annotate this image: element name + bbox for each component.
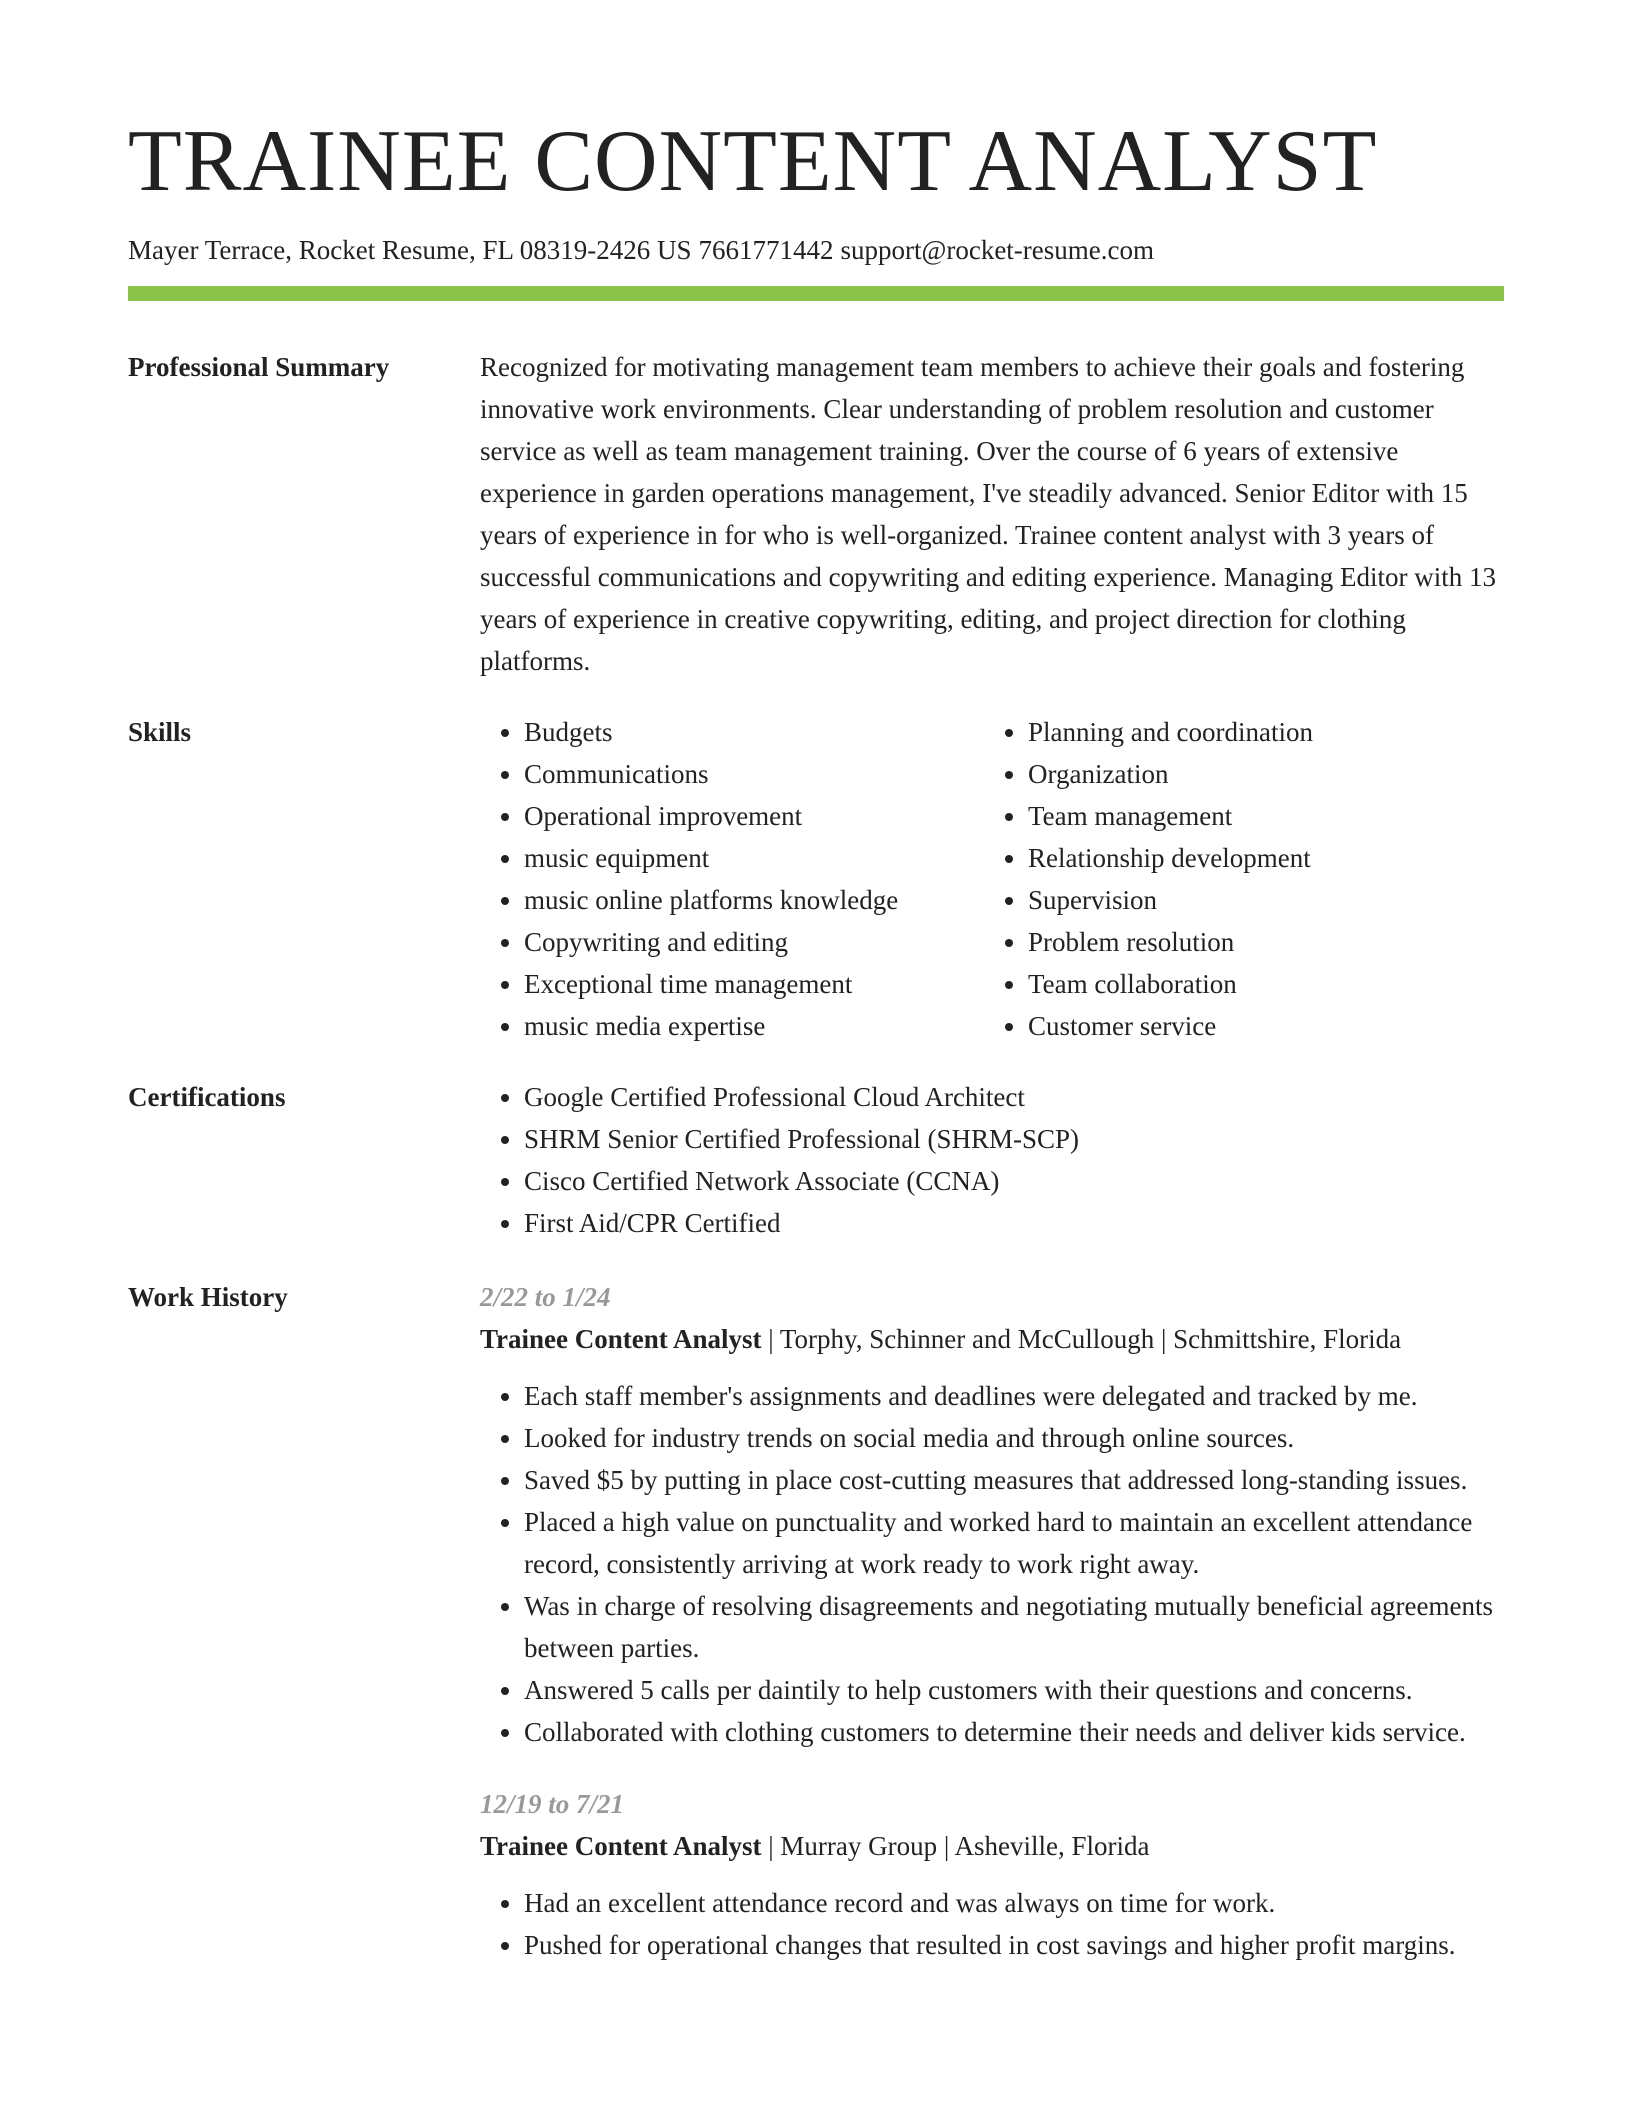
work-history-heading: Work History [128, 1282, 288, 1312]
job-location: Asheville, Florida [954, 1831, 1150, 1861]
contact-email: support@rocket-resume.com [840, 235, 1155, 265]
list-item: • Budgets [524, 711, 984, 753]
list-item: • Google Certified Professional Cloud Architect [524, 1076, 1504, 1118]
list-item: • Looked for industry trends on social media and through online sources. [524, 1417, 1504, 1459]
job-location: Schmittshire, Florida [1173, 1324, 1402, 1354]
job-entry [480, 1783, 1504, 1966]
list-item: • Operational improvement [524, 795, 984, 837]
separator: | [943, 1831, 950, 1861]
header-divider [128, 286, 1504, 301]
skills-section [128, 711, 1504, 1051]
skills-list-left [480, 711, 984, 1047]
summary-text: Recognized for motivating management team members to achieve their goals and fostering innovative work environments. Clear understanding of problem resolution and customer service as well as team management training. Over the course of 6 years of extensive experience in garden operations management, I've steadily advanced. Senior Editor with 15 years of experience in for who is well-organized. Trainee content analyst with 3 years of successful communications and copywriting and editing experience. Managing Editor with 13 years of experience in creative copywriting, editing, and project direction for clothing platforms. [480, 352, 1496, 676]
list-item: • Answered 5 calls per daintily to help customers with their questions and concerns. [524, 1669, 1504, 1711]
job-dates: 12/19 to 7/21 [480, 1789, 625, 1819]
list-item: • Copywriting and editing [524, 921, 984, 963]
contact-phone: 7661771442 [698, 235, 834, 265]
resume-header [128, 113, 1504, 266]
job-heading [480, 1318, 1504, 1360]
list-item: • Communications [524, 753, 984, 795]
list-item: • Saved $5 by putting in place cost-cutting measures that addressed long-standing issues. [524, 1459, 1504, 1501]
job-company: Torphy, Schinner and McCullough [779, 1324, 1155, 1354]
list-item: • music media expertise [524, 1005, 984, 1047]
list-item: • Team management [1028, 795, 1488, 837]
skills-body [480, 711, 1504, 1047]
separator: | [1160, 1324, 1167, 1354]
list-item: • Customer service [1028, 1005, 1488, 1047]
job-title: Trainee Content Analyst [480, 1324, 762, 1354]
list-item: • Each staff member's assignments and deadlines were delegated and tracked by me. [524, 1375, 1504, 1417]
job-dates: 2/22 to 1/24 [480, 1282, 611, 1312]
certifications-heading: Certifications [128, 1082, 286, 1112]
list-item: • Was in charge of resolving disagreements and negotiating mutually beneficial agreements between parties. [524, 1585, 1504, 1669]
job-bullets [480, 1375, 1504, 1753]
certifications-section [128, 1076, 1504, 1246]
summary-heading: Professional Summary [128, 352, 390, 382]
job-company: Murray Group [780, 1831, 938, 1861]
job-title: Trainee Content Analyst [480, 1831, 762, 1861]
list-item: • Cisco Certified Network Associate (CCNA) [524, 1160, 1504, 1202]
skills-list-right [984, 711, 1488, 1047]
list-item: • Had an excellent attendance record and was always on time for work. [524, 1882, 1504, 1924]
skills-heading: Skills [128, 717, 192, 747]
job-heading [480, 1825, 1504, 1867]
list-item: • music equipment [524, 837, 984, 879]
work-history-section [128, 1276, 1504, 2112]
list-item: • Problem resolution [1028, 921, 1488, 963]
list-item: • Collaborated with clothing customers to determine their needs and deliver kids service. [524, 1711, 1504, 1753]
job-entry [480, 1276, 1504, 1753]
list-item: • music online platforms knowledge [524, 879, 984, 921]
list-item: • Supervision [1028, 879, 1488, 921]
list-item: • SHRM Senior Certified Professional (SHRM-SCP) [524, 1118, 1504, 1160]
list-item: • Team collaboration [1028, 963, 1488, 1005]
candidate-name: TRAINEE CONTENT ANALYST [128, 113, 1378, 210]
list-item: • First Aid/CPR Certified [524, 1202, 1504, 1244]
certifications-list [480, 1076, 1504, 1244]
contact-address: Mayer Terrace, Rocket Resume, FL 08319-2426 US [128, 235, 692, 265]
list-item: • Relationship development [1028, 837, 1488, 879]
list-item: • Pushed for operational changes that resulted in cost savings and higher profit margins. [524, 1924, 1504, 1966]
summary-section [128, 346, 1504, 682]
list-item: • Placed a high value on punctuality and worked hard to maintain an excellent attendance record, consistently arriving at work ready to work right away. [524, 1501, 1504, 1585]
certifications-body [480, 1076, 1504, 1244]
contact-line [128, 234, 1504, 266]
separator: | [768, 1324, 774, 1354]
work-history-body [480, 1276, 1504, 1966]
list-item: • Organization [1028, 753, 1488, 795]
job-bullets [480, 1882, 1504, 1966]
separator: | [768, 1831, 774, 1861]
list-item: • Exceptional time management [524, 963, 984, 1005]
list-item: • Planning and coordination [1028, 711, 1488, 753]
